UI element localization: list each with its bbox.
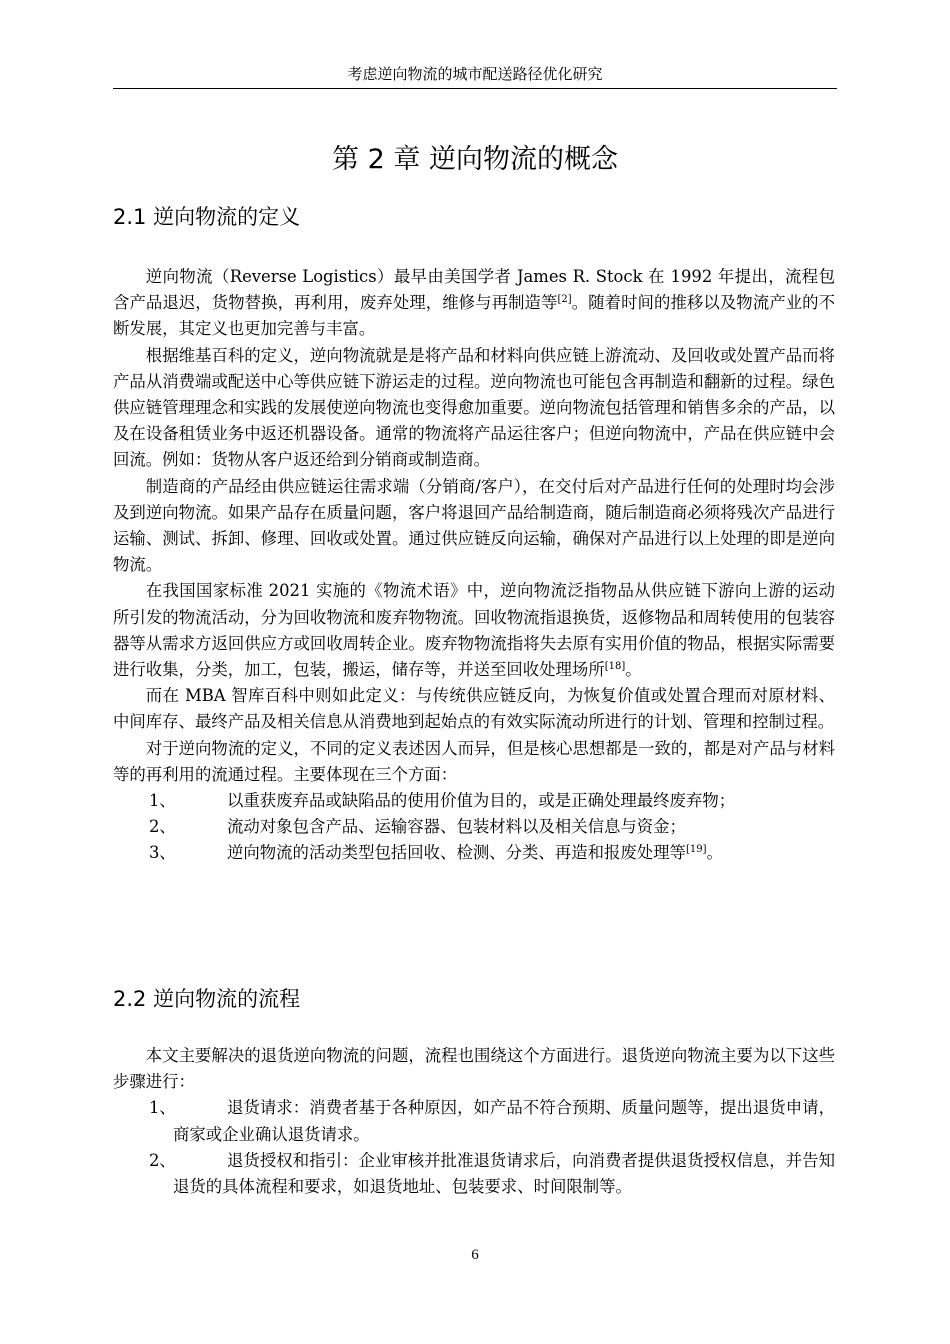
list-number: 2、 [149, 817, 176, 837]
paragraph-text: 在我国国家标准 2021 实施的《物流术语》中，逆向物流泛指物品从供应链下游向上游的运动所引发的物流活动，分为回收物流和废弃物物流。回收物流指退换货，返修物品和周转使用的包装容器等从需求方返回供应方或回收周转企业。废弃物物流指将失去原有实用价值的物品，根据实际需要进行收集，分类，加工，包装，搬运，储存等，并送至回收处理场所 [113, 581, 835, 680]
section-title-2-1: 2.1 逆向物流的定义 [113, 205, 301, 229]
paragraph-text: 。随着时间的推移以及物流产业的不断发展，其定义也更加完善与丰富。 [113, 293, 836, 339]
paragraph [113, 264, 835, 343]
paragraph: 根据维基百科的定义，逆向物流就是是将产品和材料向供应链上游流动、及回收或处置产品而将产品从消费端或配送中心等供应链下游运走的过程。逆向物流也可能包含再制造和翻新的过程。绿色供应链管理理念和实践的发展使逆向物流也变得愈加重要。逆向物流包括管理和销售多余的产品，以及在设备租赁业务中返还机器设备。通常的物流将产品运往客户；但逆向物流中，产品在供应链中会回流。例如：货物从客户返还给到分销商或制造商。 [113, 345, 835, 470]
citation: [19] [685, 844, 707, 856]
section-2-1-body [113, 264, 835, 867]
list-number: 2、 [149, 1150, 176, 1170]
section-title-2-2: 2.2 逆向物流的流程 [113, 987, 301, 1011]
list-item-text: 逆向物流的活动类型包括回收、检测、分类、再造和报废处理等 [227, 843, 686, 863]
list-item-text: 流动对象包含产品、运输容器、包装材料以及相关信息与资金； [227, 817, 686, 837]
paragraph: 制造商的产品经由供应链运往需求端（分销商/客户），在交付后对产品进行任何的处理时均会涉及到逆向物流。如果产品存在质量问题，客户将退回产品给制造商，随后制造商必须将残次产品进行运输、测试、拆卸、修理、回收或处置。通过供应链反向运输，确保对产品进行以上处理的即是逆向物流。 [113, 476, 835, 575]
page-number: 6 [471, 1247, 479, 1263]
list-item-text: 退货请求：消费者基于各种原因，如产品不符合预期、质量问题等，提出退货申请，商家或企业确认退货请求。 [173, 1098, 835, 1144]
paragraph: 而在 MBA 智库百科中则如此定义：与传统供应链反向，为恢复价值或处置合理而对原材料、中间库存、最终产品及相关信息从消费地到起始点的有效实际流动所进行的计划、管理和控制过程。 [113, 686, 835, 732]
citation: [2] [557, 294, 572, 306]
list-item-text: 以重获废弃品或缺陷品的使用价值为目的，或是正确处理最终废弃物； [227, 791, 736, 811]
list-item-text: 。 [706, 843, 723, 863]
chapter-title: 第 2 章 逆向物流的概念 [332, 144, 618, 175]
citation: [18] [604, 661, 626, 673]
section-2-2-body [113, 1043, 835, 1200]
list-item [113, 1095, 835, 1147]
list-item [113, 1148, 835, 1200]
paragraph: 本文主要解决的退货逆向物流的问题，流程也围绕这个方面进行。退货逆向物流主要为以下这些步骤进行： [113, 1046, 835, 1092]
list-number: 1、 [149, 791, 176, 811]
list-item [113, 788, 835, 814]
list-item [113, 840, 835, 866]
paragraph: 对于逆向物流的定义，不同的定义表述因人而异，但是核心思想都是一致的，都是对产品与材料等的再利用的流通过程。主要体现在三个方面： [113, 738, 835, 784]
paragraph-text: 逆向物流（Reverse Logistics）最早由美国学者 James R. Stock 在 1992 年提出，流程包含产品退迟，货物替换，再利用，废弃处理，维修与再制造等 [113, 267, 835, 313]
list-number: 1、 [149, 1098, 176, 1118]
paragraph-text: 。 [625, 660, 642, 680]
list-number: 3、 [149, 843, 176, 863]
paragraph [113, 578, 835, 683]
list-item-text: 退货授权和指引：企业审核并批准退货请求后，向消费者提供退货授权信息，并告知退货的具体流程和要求，如退货地址、包装要求、时间限制等。 [173, 1150, 835, 1197]
list-item [113, 814, 835, 840]
running-header: 考虑逆向物流的城市配送路径优化研究 [113, 64, 837, 89]
